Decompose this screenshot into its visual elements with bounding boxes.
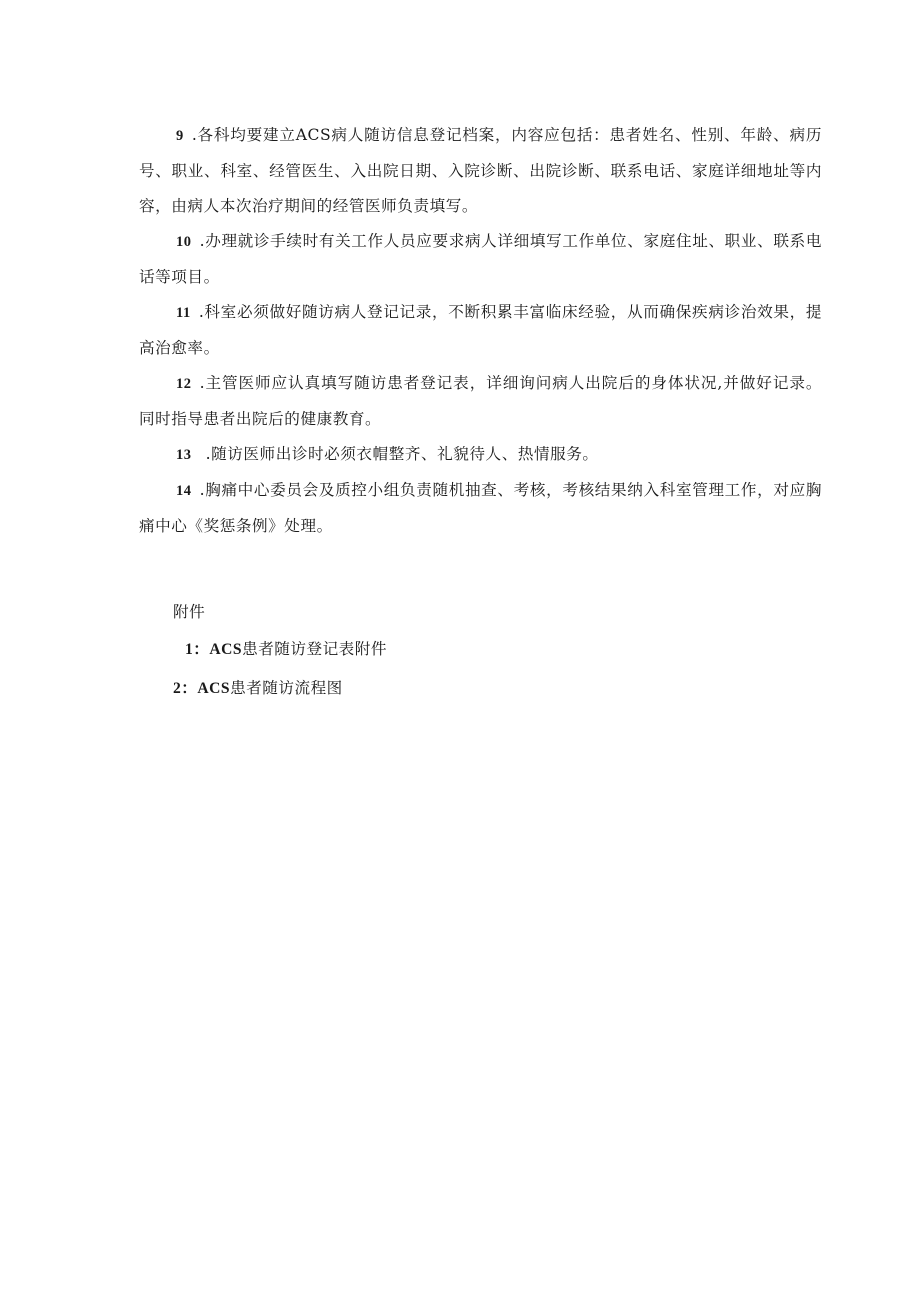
item-number: 14 — [176, 483, 192, 499]
item-number: 11 — [176, 305, 191, 321]
attachment-prefix: 1：ACS — [185, 641, 243, 658]
item-text: .胸痛中心委员会及质控小组负责随机抽查、考核，考核结果纳入科室管理工作，对应胸痛中心《奖惩条例》处理。 — [139, 481, 822, 535]
item-number: 9 — [176, 128, 184, 144]
attachment-item — [173, 669, 387, 708]
item-text: .科室必须做好随访病人登记记录，不断积累丰富临床经验，从而确保疾病诊治效果，提高治愈率。 — [139, 303, 822, 357]
attachments-section — [173, 594, 387, 708]
regulation-item-14 — [139, 473, 822, 544]
item-text: .办理就诊手续时有关工作人员应要求病人详细填写工作单位、家庭住址、职业、联系电话等项目。 — [139, 232, 822, 286]
regulation-item-11 — [139, 295, 822, 366]
item-number: 13 — [176, 447, 192, 463]
regulation-item-13 — [139, 437, 822, 473]
item-text: .各科均要建立ACS病人随访信息登记档案，内容应包括：患者姓名、性别、年龄、病历号、职业、科室、经管医生、入出院日期、入院诊断、出院诊断、联系电话、家庭详细地址等内容，由病人本次治疗期间的经管医师负责填写。 — [139, 126, 822, 215]
attachment-text: 患者随访流程图 — [230, 679, 343, 697]
attachments-title: 附件 — [173, 603, 206, 621]
regulation-item-9 — [139, 118, 822, 224]
regulation-item-10 — [139, 224, 822, 295]
item-text: .主管医师应认真填写随访患者登记表，详细询问病人出院后的身体状况,并做好记录。同时指导患者出院后的健康教育。 — [139, 374, 822, 428]
item-text: .随访医师出诊时必须衣帽整齐、礼貌待人、热情服务。 — [205, 445, 599, 463]
attachment-item — [173, 630, 387, 669]
item-number: 10 — [176, 234, 192, 250]
item-number: 12 — [176, 376, 192, 392]
attachment-prefix: 2：ACS — [173, 680, 231, 697]
attachment-text: 患者随访登记表附件 — [242, 640, 387, 658]
regulation-item-12 — [139, 366, 822, 437]
regulation-list — [139, 118, 822, 544]
